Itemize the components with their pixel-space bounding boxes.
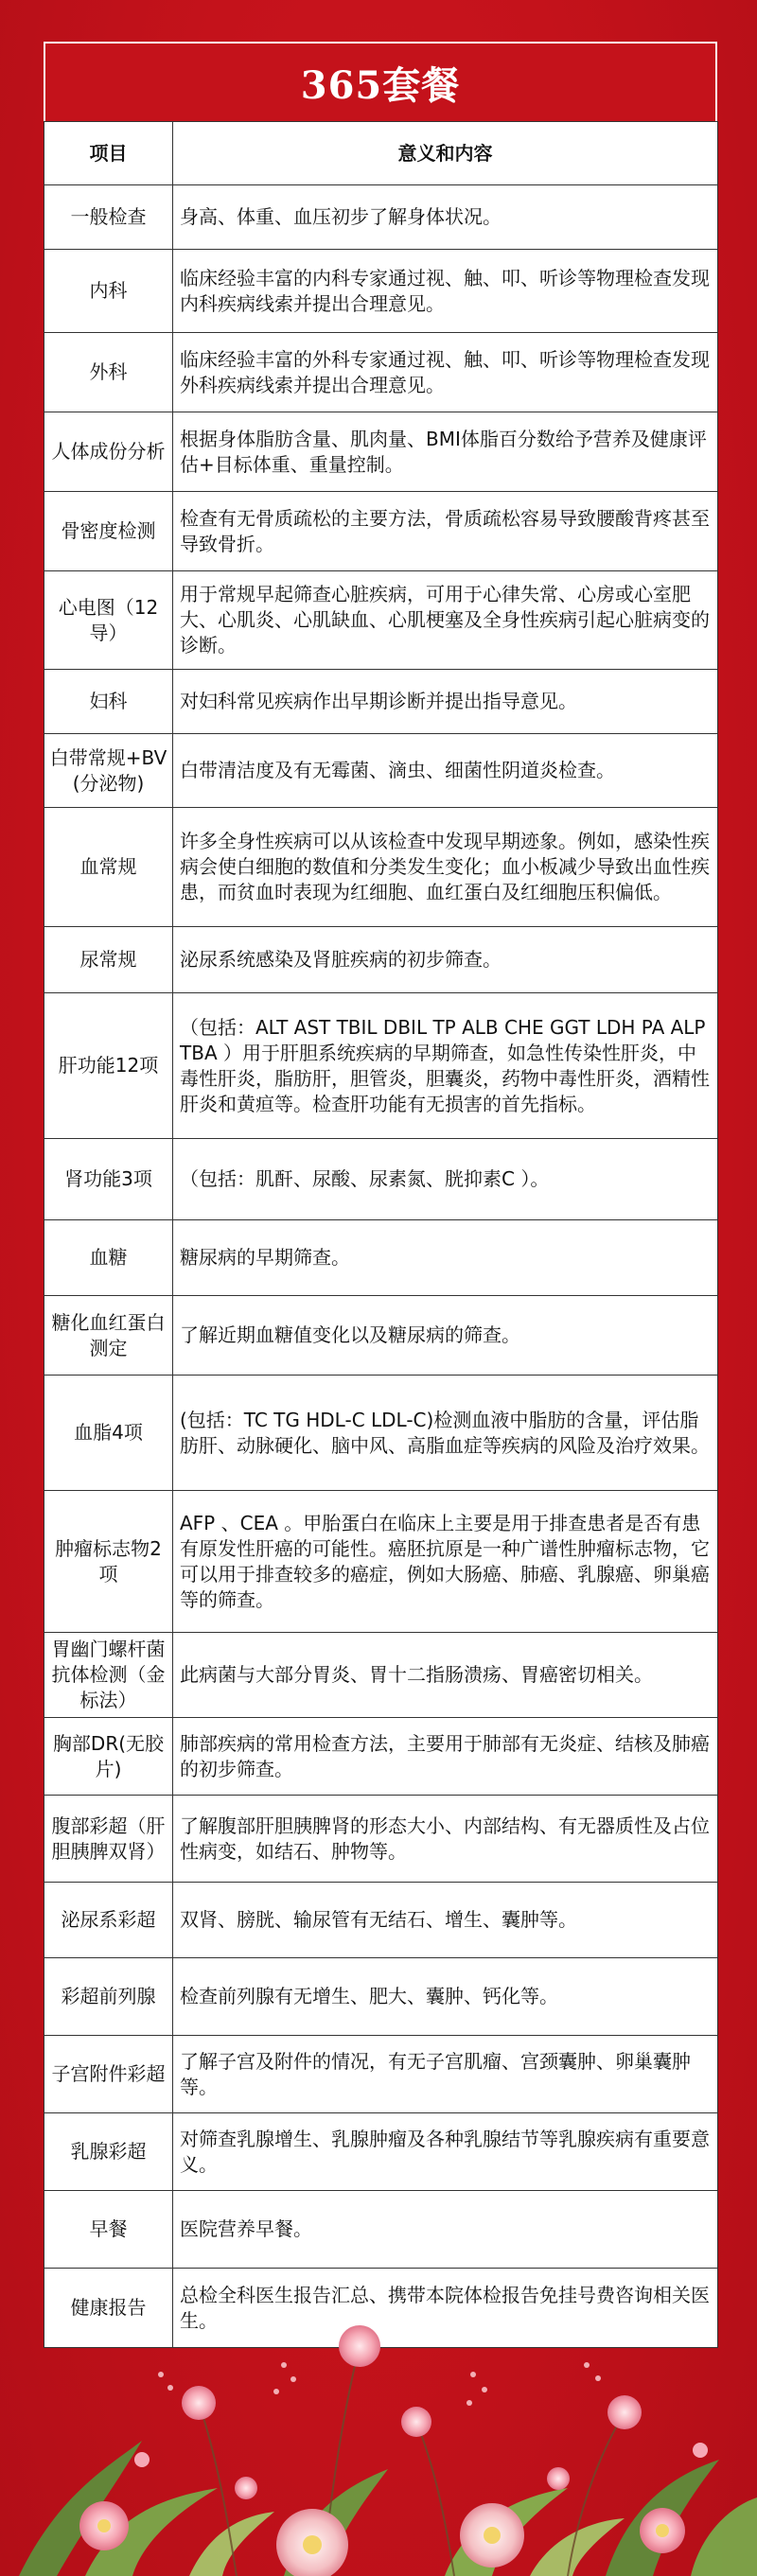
- table-row: [44, 185, 718, 250]
- berries: [158, 2362, 601, 2406]
- table-row: [44, 1796, 718, 1883]
- table-row: [44, 333, 718, 412]
- item-desc: 泌尿系统感染及肾脏疾病的初步筛查。: [173, 927, 718, 993]
- item-desc: 了解近期血糖值变化以及糖尿病的筛查。: [173, 1296, 718, 1376]
- item-name: 血脂4项: [44, 1376, 173, 1491]
- package-table: [44, 121, 718, 2348]
- table-row: [44, 734, 718, 808]
- item-desc: 身高、体重、血压初步了解身体状况。: [173, 185, 718, 250]
- table-row: [44, 1718, 718, 1796]
- item-name: 子宫附件彩超: [44, 2036, 173, 2113]
- item-desc: 总检全科医生报告汇总、携带本院体检报告免挂号费咨询相关医生。: [173, 2269, 718, 2348]
- item-name: 糖化血红蛋白测定: [44, 1296, 173, 1376]
- item-name: 人体成份分析: [44, 412, 173, 492]
- item-name: 腹部彩超（肝胆胰脾双肾）: [44, 1796, 173, 1883]
- item-name: 乳腺彩超: [44, 2113, 173, 2191]
- item-name: 肝功能12项: [44, 993, 173, 1139]
- package-card: [44, 42, 717, 2348]
- table-row: [44, 1958, 718, 2036]
- item-desc: 根据身体脂肪含量、肌肉量、BMI体脂百分数给予营养及健康评估+目标体重、重量控制。: [173, 412, 718, 492]
- item-name: 早餐: [44, 2191, 173, 2269]
- item-desc: 检查有无骨质疏松的主要方法，骨质疏松容易导致腰酸背疼甚至导致骨折。: [173, 492, 718, 571]
- item-name: 肾功能3项: [44, 1139, 173, 1220]
- table-row: [44, 2036, 718, 2113]
- table-row: [44, 1376, 718, 1491]
- item-desc: 了解子宫及附件的情况，有无子宫肌瘤、宫颈囊肿、卵巢囊肿等。: [173, 2036, 718, 2113]
- table-row: [44, 1491, 718, 1633]
- item-desc: 双肾、膀胱、输尿管有无结石、增生、囊肿等。: [173, 1883, 718, 1958]
- page-title: 365套餐: [44, 42, 717, 121]
- item-desc: 对妇科常见疾病作出早期诊断并提出指导意见。: [173, 670, 718, 734]
- item-name: 白带常规+BV(分泌物): [44, 734, 173, 808]
- item-name: 肿瘤标志物2项: [44, 1491, 173, 1633]
- item-name: 心电图（12导）: [44, 571, 173, 670]
- table-row: [44, 492, 718, 571]
- item-desc: 医院营养早餐。: [173, 2191, 718, 2269]
- item-desc: 白带清洁度及有无霉菌、滴虫、细菌性阴道炎检查。: [173, 734, 718, 808]
- table-row: [44, 2191, 718, 2269]
- item-name: 妇科: [44, 670, 173, 734]
- item-desc: 了解腹部肝胆胰脾肾的形态大小、内部结构、有无器质性及占位性病变，如结石、肿物等。: [173, 1796, 718, 1883]
- item-name: 彩超前列腺: [44, 1958, 173, 2036]
- table-row: [44, 412, 718, 492]
- table-row: [44, 1220, 718, 1296]
- item-name: 血糖: [44, 1220, 173, 1296]
- item-desc: 对筛查乳腺增生、乳腺肿瘤及各种乳腺结节等乳腺疾病有重要意义。: [173, 2113, 718, 2191]
- item-name: 血常规: [44, 808, 173, 927]
- table-row: [44, 2113, 718, 2191]
- table-row: [44, 993, 718, 1139]
- item-desc: 此病菌与大部分胃炎、胃十二指肠溃疡、胃癌密切相关。: [173, 1633, 718, 1718]
- header-desc: 意义和内容: [173, 122, 718, 185]
- item-name: 外科: [44, 333, 173, 412]
- item-desc: 用于常规早起筛查心脏疾病，可用于心律失常、心房或心室肥大、心肌炎、心肌缺血、心肌梗塞及全身性疾病引起心脏病变的诊断。: [173, 571, 718, 670]
- item-desc: 许多全身性疾病可以从该检查中发现早期迹象。例如，感染性疾病会使白细胞的数值和分类发生变化；血小板减少导致出血性疾患，而贫血时表现为红细胞、血红蛋白及红细胞压积偏低。: [173, 808, 718, 927]
- item-name: 骨密度检测: [44, 492, 173, 571]
- item-name: 内科: [44, 250, 173, 333]
- table-row: [44, 670, 718, 734]
- table-row: [44, 808, 718, 927]
- item-desc: 临床经验丰富的内科专家通过视、触、叩、听诊等物理检查发现内科疾病线索并提出合理意见。: [173, 250, 718, 333]
- leaves: [19, 2441, 757, 2576]
- flowers-group: [79, 2325, 708, 2576]
- item-name: 胃幽门螺杆菌抗体检测（金标法）: [44, 1633, 173, 1718]
- item-name: 健康报告: [44, 2269, 173, 2348]
- item-desc: 临床经验丰富的外科专家通过视、触、叩、听诊等物理检查发现外科疾病线索并提出合理意见。: [173, 333, 718, 412]
- table-row: [44, 1883, 718, 1958]
- table-row: [44, 250, 718, 333]
- table-row: [44, 1633, 718, 1718]
- item-desc: 肺部疾病的常用检查方法，主要用于肺部有无炎症、结核及肺癌的初步筛查。: [173, 1718, 718, 1796]
- item-desc: （包括：肌酐、尿酸、尿素氮、胱抑素C ）。: [173, 1139, 718, 1220]
- table-row: [44, 1296, 718, 1376]
- item-name: 胸部DR(无胶片): [44, 1718, 173, 1796]
- item-desc: 糖尿病的早期筛查。: [173, 1220, 718, 1296]
- item-name: 尿常规: [44, 927, 173, 993]
- item-desc: AFP 、CEA 。甲胎蛋白在临床上主要是用于排查患者是否有患有原发性肝癌的可能性。癌胚抗原是一种广谱性肿瘤标志物，它可以用于排查较多的癌症，例如大肠癌、肺癌、乳腺癌、卵巢癌等的筛查。: [173, 1491, 718, 1633]
- table-header-row: [44, 122, 718, 185]
- table-row: [44, 927, 718, 993]
- table-row: [44, 1139, 718, 1220]
- item-desc: 检查前列腺有无增生、肥大、囊肿、钙化等。: [173, 1958, 718, 2036]
- table-row: [44, 571, 718, 670]
- item-name: 一般检查: [44, 185, 173, 250]
- floral-decoration: [0, 2308, 757, 2576]
- item-name: 泌尿系彩超: [44, 1883, 173, 1958]
- item-desc: （包括：ALT AST TBIL DBIL TP ALB CHE GGT LDH PA ALP TBA ）用于肝胆系统疾病的早期筛查，如急性传染性肝炎，中毒性肝炎，脂肪肝，胆管炎，胆囊炎，药物中毒性肝炎，酒精性肝炎和黄疸等。检查肝功能有无损害的首先指标。: [173, 993, 718, 1139]
- header-item: 项目: [44, 122, 173, 185]
- item-desc: (包括：TC TG HDL-C LDL-C)检测血液中脂肪的含量，评估脂肪肝、动脉硬化、脑中风、高脂血症等疾病的风险及治疗效果。: [173, 1376, 718, 1491]
